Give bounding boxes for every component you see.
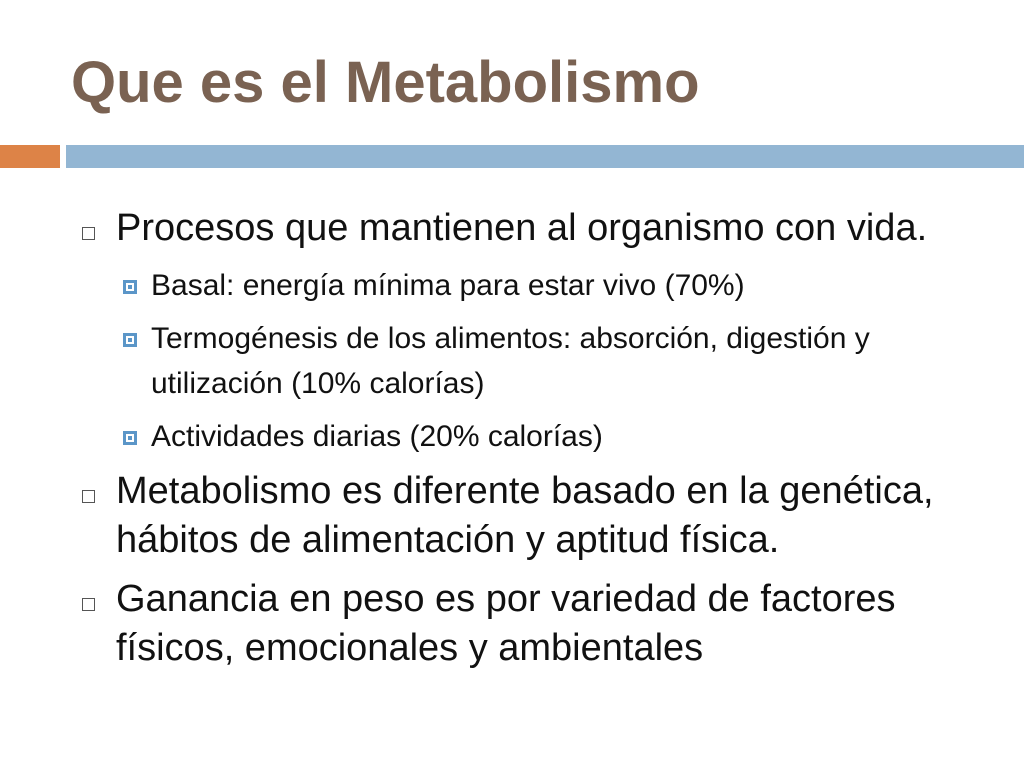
square-bullet-icon: [82, 598, 95, 611]
square-bullet-icon: [82, 490, 95, 503]
bullet-text: Procesos que mantienen al organismo con vida.: [116, 207, 928, 249]
bullet-item-1: [0, 204, 1024, 253]
sub-bullet-item-1: [0, 263, 1024, 308]
accent-bar-right: [66, 145, 1024, 168]
sub-bullet-text: Termogénesis de los alimentos: absorción, digestión y utilización (10% calorías): [151, 322, 870, 400]
slide-title: Que es el Metabolismo: [71, 50, 700, 115]
accent-bar-left: [0, 145, 60, 168]
sub-bullet-text: Basal: energía mínima para estar vivo (70%): [151, 269, 745, 302]
filled-square-bullet-icon: [123, 333, 137, 347]
square-bullet-icon: [82, 227, 95, 240]
bullet-text: Ganancia en peso es por variedad de factores físicos, emocionales y ambientales: [116, 578, 896, 669]
bullet-list: [0, 204, 1024, 683]
sub-bullet-item-3: [0, 414, 1024, 459]
sub-bullet-list: [0, 263, 1024, 459]
sub-bullet-text: Actividades diarias (20% calorías): [151, 420, 603, 453]
bullet-text: Metabolismo es diferente basado en la genética, hábitos de alimentación y aptitud física.: [116, 470, 934, 561]
sub-bullet-item-2: [0, 316, 1024, 406]
bullet-item-3: [0, 575, 1024, 673]
filled-square-bullet-icon: [123, 280, 137, 294]
filled-square-bullet-icon: [123, 431, 137, 445]
bullet-item-2: [0, 467, 1024, 565]
